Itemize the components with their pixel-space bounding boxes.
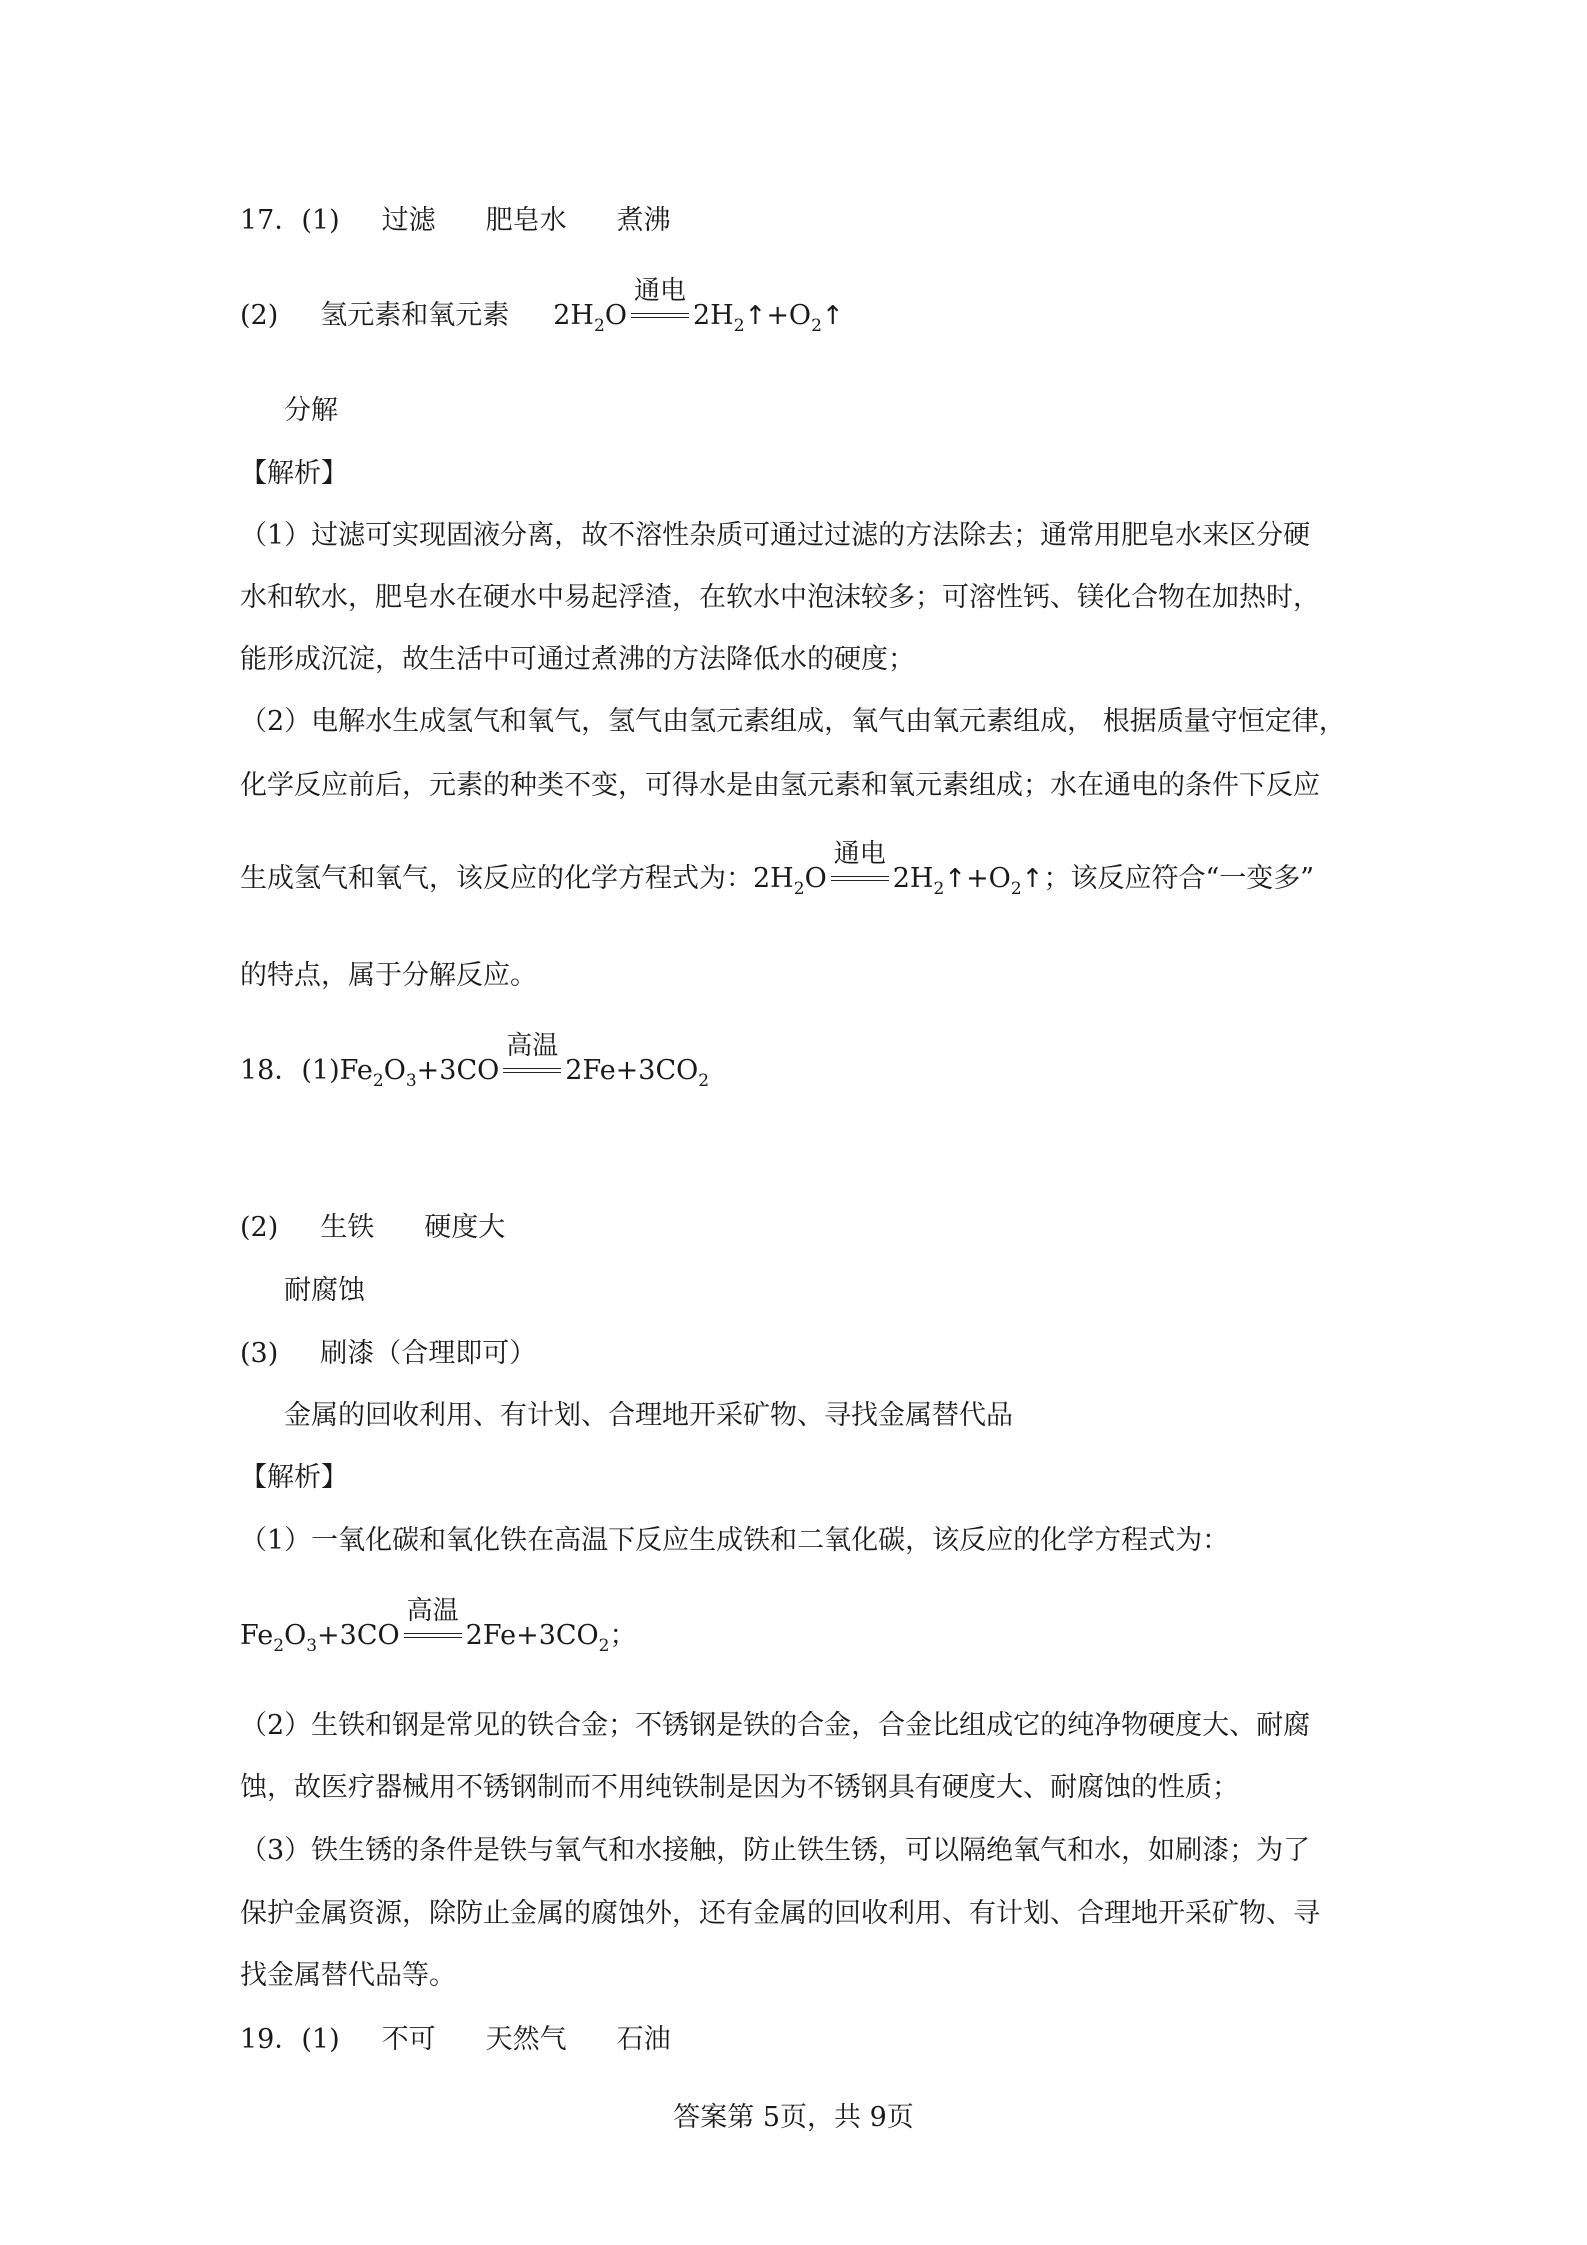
chemical-equation: $2H_2O$ 通电 $2H_2↑+O_2↑$ — [553, 275, 844, 336]
analysis-text: 化学反应前后，元素的种类不变，可得水是由氢元素和氧元素组成；水在通电的条件下反应 — [240, 770, 1320, 801]
q18-part3 — [240, 1338, 536, 1370]
answer: 天然气 — [485, 2024, 567, 2055]
page-footer: 答案第 5页，共 9页 — [673, 2102, 914, 2133]
answer: 不可 — [381, 2024, 436, 2055]
reaction-condition: 通电 — [829, 867, 891, 893]
analysis-text: 蚀，故医疗器械用不锈钢制而不用纯铁制是因为不锈钢具有硬度大、耐腐蚀的性质； — [240, 1772, 1239, 1803]
answer: 金属的回收利用、有计划、合理地开采矿物、寻找金属替代品 — [284, 1400, 1013, 1431]
analysis-text: 水和软水，肥皂水在硬水中易起浮渣，在软水中泡沫较多；可溶性钙、镁化合物在加热时， — [240, 582, 1320, 613]
reaction-condition: 高温 — [501, 1059, 563, 1085]
q17-part2-type: 分解 — [284, 395, 338, 426]
answer: 肥皂水 — [485, 205, 567, 236]
analysis-text: （1）一氧化碳和氧化铁在高温下反应生成铁和二氧化碳，该反应的化学方程式为： — [240, 1525, 1230, 1556]
answer: 刷漆（合理即可） — [320, 1338, 537, 1369]
analysis-heading: 【解析】 — [240, 1462, 348, 1493]
q18-part2 — [240, 1212, 505, 1244]
analysis-text: （2）生铁和钢是常见的铁合金；不锈钢是铁的合金，合金比组成它的纯净物硬度大、耐腐 — [240, 1710, 1311, 1741]
q18-part1 — [240, 1030, 710, 1091]
q19-number: 19．(1) — [240, 2024, 340, 2055]
answer: 耐腐蚀 — [284, 1275, 365, 1306]
analysis-text: （3）铁生锈的条件是铁与氧气和水接触，防止铁生锈，可以隔绝氧气和水，如刷漆；为了 — [240, 1835, 1311, 1866]
answer: 硬度大 — [424, 1212, 506, 1243]
chemical-equation: $2H_2O$ 通电 $2H_2↑+O_2↑$ — [753, 838, 1044, 899]
analysis-text: 的特点，属于分解反应。 — [240, 960, 537, 991]
part-label: (2) — [240, 300, 279, 331]
q18-number: 18．(1) — [240, 1055, 340, 1086]
q17-part1 — [240, 205, 671, 237]
analysis-text-equation: $Fe_2O_3+3CO$ 高温 $2Fe+3CO_2$； — [240, 1595, 637, 1656]
part-label: (3) — [240, 1338, 279, 1369]
analysis-text: 能形成沉淀，故生活中可通过煮沸的方法降低水的硬度； — [240, 644, 915, 675]
q17-number: 17．(1) — [240, 205, 340, 236]
answer: 石油 — [616, 2024, 671, 2055]
analysis-text: （2）电解水生成氢气和氧气，氢气由氢元素组成，氧气由氧元素组成， 根据质量守恒定律， — [240, 706, 1346, 737]
part-label: (2) — [240, 1212, 279, 1243]
analysis-text: 找金属替代品等。 — [240, 1960, 456, 1991]
q19-part1 — [240, 2024, 671, 2056]
analysis-text-equation: 生成氢气和氧气，该反应的化学方程式为：$2H_2O$ 通电 $2H_2↑+O_2↑$；该反应符合“一变多” — [240, 838, 1315, 899]
chemical-equation: $Fe_2O_3+3CO$ 高温 $2Fe+3CO_2$ — [339, 1030, 710, 1091]
answer: 煮沸 — [616, 205, 671, 236]
analysis-text: （1）过滤可实现固液分离，故不溶性杂质可通过过滤的方法除去；通常用肥皂水来区分硬 — [240, 520, 1311, 551]
answer: 过滤 — [381, 205, 436, 236]
analysis-heading: 【解析】 — [240, 458, 348, 489]
analysis-text: 保护金属资源，除防止金属的腐蚀外，还有金属的回收利用、有计划、合理地开采矿物、寻 — [240, 1898, 1320, 1929]
answer: 氢元素和氧元素 — [320, 300, 510, 331]
answer: 生铁 — [320, 1212, 375, 1243]
chemical-equation: $Fe_2O_3+3CO$ 高温 $2Fe+3CO_2$ — [240, 1595, 610, 1656]
q17-part2 — [240, 275, 844, 336]
reaction-condition: 通电 — [629, 304, 691, 330]
reaction-condition: 高温 — [402, 1624, 464, 1650]
